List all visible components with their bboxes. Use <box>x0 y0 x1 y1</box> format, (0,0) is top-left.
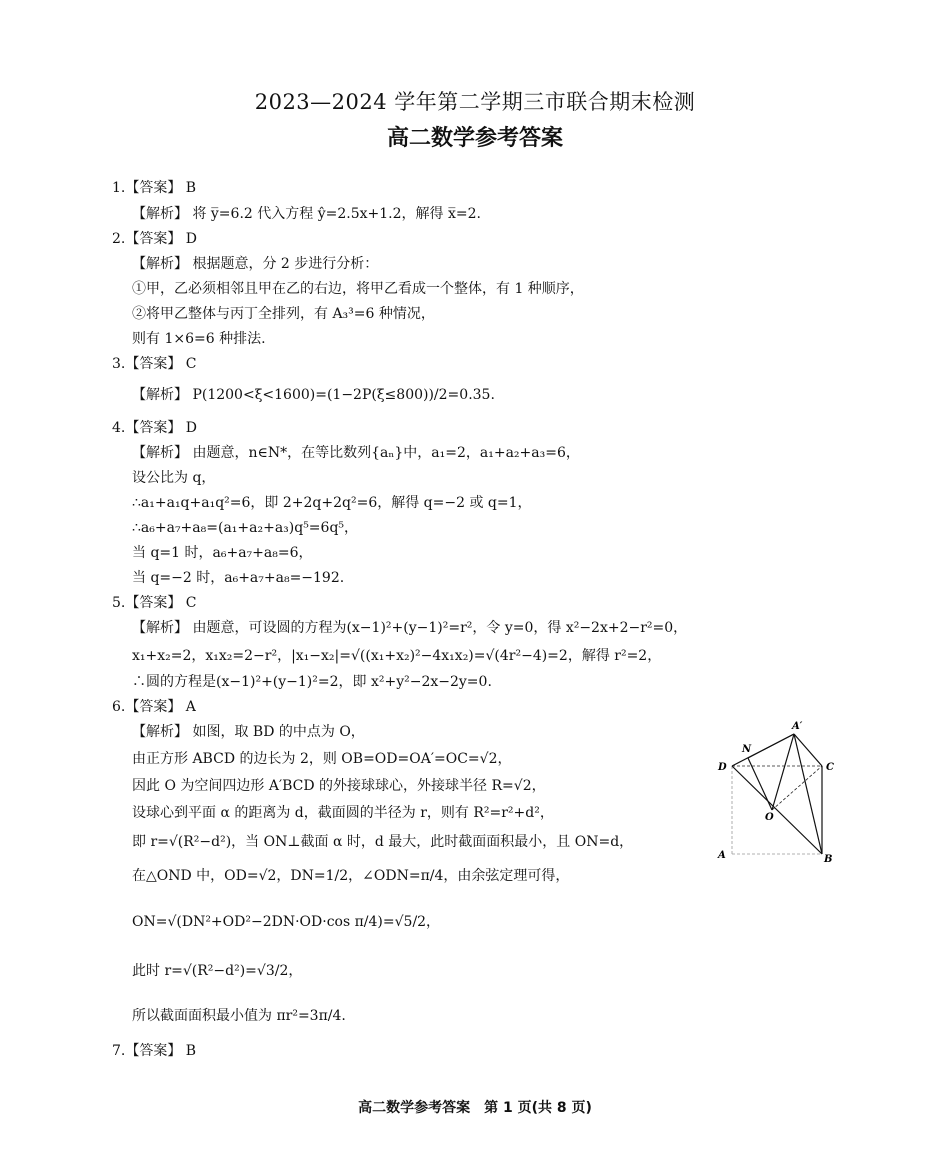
exam-title: 2023—2024 学年第二学期三市联合期末检测 <box>254 90 696 114</box>
q6-line5: 即 r=√(R²−d²)，当 ON⊥截面 α 时，d 最大，此时截面面积最小，且 ON=d， <box>132 834 634 850</box>
q2-step1: ①甲，乙必须相邻且甲在乙的右边，将甲乙看成一个整体，有 1 种顺序， <box>132 281 584 297</box>
edge-A-prime-O <box>772 734 794 810</box>
q4-line3: ∴a₁+a₁q+a₁q²=6，即 2+2q+2q²=6，解得 q=−2 或 q=1， <box>132 495 532 511</box>
q6-answer: 6.【答案】 A <box>112 699 196 715</box>
q4-line2: 设公比为 q， <box>132 470 216 486</box>
edge-A-prime-B <box>794 734 822 854</box>
tetrahedron-figure <box>712 716 842 866</box>
q2-answer: 2.【答案】 D <box>112 231 198 247</box>
edge-N-A-prime <box>748 734 794 758</box>
label-A: A <box>718 850 726 861</box>
q1-explanation: 【解析】 将 y̅=6.2 代入方程 ŷ=2.5x+1.2，解得 x̅=2. <box>132 206 481 222</box>
q5-explanation: 【解析】 由题意，可设圆的方程为(x−1)²+(y−1)²=r²，令 y=0，得 x²−2x+2−r²=0， <box>132 620 688 636</box>
q2-conclusion: 则有 1×6=6 种排法. <box>132 331 266 347</box>
q5-line3: ∴圆的方程是(x−1)²+(y−1)²=2，即 x²+y²−2x−2y=0. <box>132 674 492 690</box>
label-B: B <box>824 854 833 865</box>
q2-explanation: 【解析】 根据题意，分 2 步进行分析： <box>132 256 379 272</box>
label-C: C <box>826 762 834 773</box>
q6-line7: ON=√(DN²+OD²−2DN·OD·cos π/4)=√5/2， <box>132 914 441 930</box>
edge-DB <box>732 766 822 854</box>
page-footer: 高二数学参考答案 第 1 页(共 8 页) <box>358 1100 592 1116</box>
q6-line6: 在△OND 中，OD=√2，DN=1/2，∠ODN=π/4，由余弦定理可得， <box>132 868 570 884</box>
label-A-prime: A′ <box>792 721 803 732</box>
q4-answer: 4.【答案】 D <box>112 420 198 436</box>
q5-line2: x₁+x₂=2，x₁x₂=2−r²，|x₁−x₂|=√((x₁+x₂)²−4x₁x₂)=√(4r²−4)=2，解得 r²=2， <box>132 648 662 664</box>
q3-answer: 3.【答案】 C <box>112 356 197 372</box>
q4-line5: 当 q=1 时，a₆+a₇+a₈=6， <box>132 545 313 561</box>
label-O: O <box>765 812 774 823</box>
q1-answer: 1.【答案】 B <box>112 180 197 196</box>
q5-answer: 5.【答案】 C <box>112 595 197 611</box>
q4-line4: ∴a₆+a₇+a₈=(a₁+a₂+a₃)q⁵=6q⁵， <box>132 520 359 536</box>
label-N: N <box>742 744 752 755</box>
q4-line6: 当 q=−2 时，a₆+a₇+a₈=−192. <box>132 570 345 586</box>
edge-OC <box>772 766 822 810</box>
label-D: D <box>718 762 727 773</box>
answer-title: 高二数学参考答案 <box>386 126 563 151</box>
q2-step2: ②将甲乙整体与丙丁全排列，有 A₃³=6 种情况， <box>132 306 435 322</box>
q6-line9: 所以截面面积最小值为 πr²=3π/4. <box>132 1008 346 1024</box>
q6-line4: 设球心到平面 α 的距离为 d，截面圆的半径为 r，则有 R²=r²+d²， <box>132 805 554 821</box>
q6-line3: 因此 O 为空间四边形 A′BCD 的外接球球心，外接球半径 R=√2， <box>132 778 546 794</box>
q6-line8: 此时 r=√(R²−d²)=√3/2， <box>132 963 303 979</box>
q7-answer: 7.【答案】 B <box>112 1043 197 1059</box>
q3-explanation: 【解析】 P(1200<ξ<1600)=(1−2P(ξ≤800))/2=0.35. <box>132 387 495 403</box>
q6-explanation: 【解析】 如图，取 BD 的中点为 O， <box>132 724 365 740</box>
q6-line2: 由正方形 ABCD 的边长为 2，则 OB=OD=OA′=OC=√2， <box>132 751 512 767</box>
q4-explanation: 【解析】 由题意，n∈N*，在等比数列{aₙ}中，a₁=2，a₁+a₂+a₃=6， <box>132 445 580 461</box>
